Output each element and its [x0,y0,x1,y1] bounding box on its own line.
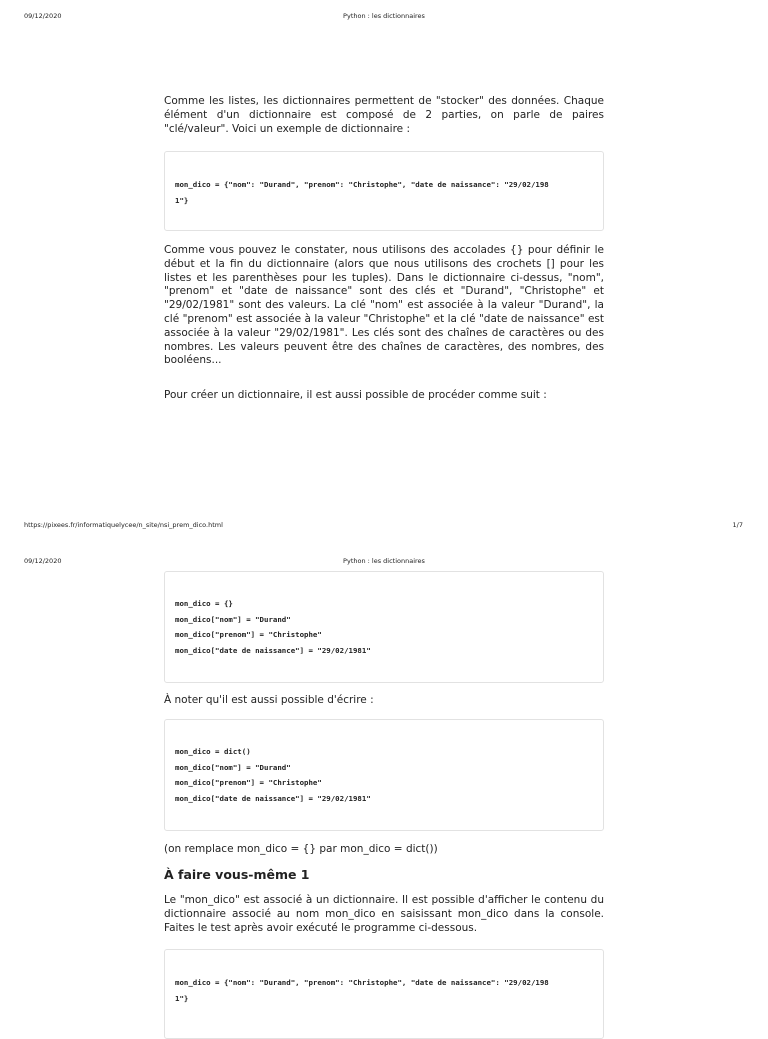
replace-note-paragraph: (on remplace mon_dico = {} par mon_dico = dict()) [164,843,438,855]
code-block [164,719,604,831]
page-title: Python : les dictionnaires [343,557,425,565]
creation-paragraph: Pour créer un dictionnaire, il est aussi possible de procéder comme suit : [164,389,547,401]
code-block [164,151,604,231]
code-line: 1"} [175,993,189,1003]
code-line: mon_dico["date de naissance"] = "29/02/1981" [175,793,371,803]
code-line: mon_dico["prenom"] = "Christophe" [175,778,322,787]
code-line: mon_dico = dict() [175,747,251,756]
code-line: mon_dico = {"nom": "Durand", "prenom": "Christophe", "date de naissance": "29/02/198 [175,180,549,189]
footer-page-number: 1/7 [732,521,743,529]
page-title: Python : les dictionnaires [343,12,425,20]
note-paragraph: À noter qu'il est aussi possible d'écrire : [164,694,374,706]
intro-paragraph: Comme les listes, les dictionnaires permettent de "stocker" des données. Chaque élément d'un dictionnaire est composé de 2 parties, on parle de paires "clé/valeur". Voici un exemple de dictionnaire : [164,95,604,135]
explanation-paragraph: Comme vous pouvez le constater, nous utilisons des accolades {} pour définir le début et la fin du dictionnaire (alors que nous utilisons des crochets [] pour les listes et les parenthèses pour les tuples). Dans le dictionnaire ci-dessus, "nom", "prenom" et "date de naissance" sont des clés et "Durand", "Christophe" et "29/02/1981" sont des valeurs. La clé "nom" est associée à la valeur "Durand", la clé "prenom" est associée à la valeur "Christophe" et la clé "date de naissance" est associée à la valeur "29/02/1981". Les clés sont des chaînes de caractères ou des nombres. Les valeurs peuvent être des chaînes de caractères, des nombres, des booléens... [164,244,604,367]
exercise-paragraph: Le "mon_dico" est associé à un dictionnaire. Il est possible d'afficher le contenu du dictionnaire associé au nom mon_dico en saisissant mon_dico dans la console. Faites le test après avoir exécuté le programme ci-dessous. [164,894,604,934]
code-block [164,949,604,1039]
footer-url: https://pixees.fr/informatiquelycee/n_site/nsi_prem_dico.html [24,521,223,529]
page-date: 09/12/2020 [24,557,62,565]
exercise-heading: À faire vous-même 1 [164,867,310,882]
code-block [164,571,604,683]
code-line: mon_dico["date de naissance"] = "29/02/1981" [175,645,371,655]
code-line: mon_dico["nom"] = "Durand" [175,614,291,624]
code-line: mon_dico = {} [175,599,233,608]
code-line: mon_dico["prenom"] = "Christophe" [175,630,322,639]
code-line: 1"} [175,195,189,205]
code-line: mon_dico["nom"] = "Durand" [175,762,291,772]
page-date: 09/12/2020 [24,12,62,20]
code-line: mon_dico = {"nom": "Durand", "prenom": "Christophe", "date de naissance": "29/02/198 [175,978,549,987]
